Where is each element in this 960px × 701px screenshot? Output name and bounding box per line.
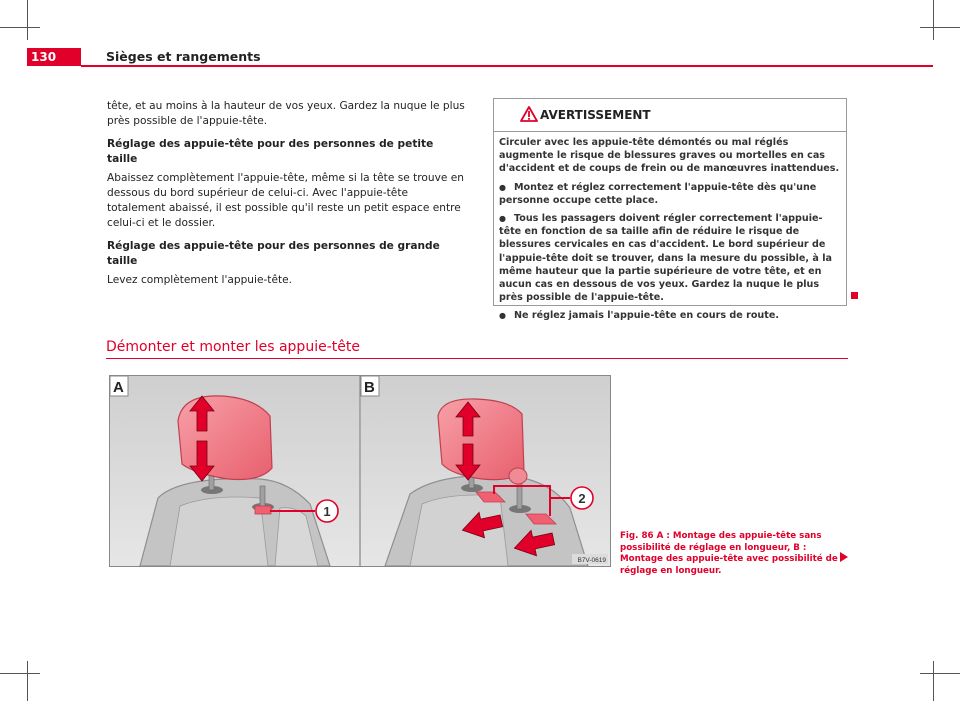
bullet-icon: ● xyxy=(499,214,506,224)
warning-bullet: ● Ne réglez jamais l'appuie-tête en cours de route. xyxy=(499,310,779,322)
paragraph-tall-persons: Levez complètement l'appuie-tête. xyxy=(107,274,293,286)
warning-title: AVERTISSEMENT xyxy=(540,108,651,122)
callout-1: 1 xyxy=(323,504,331,519)
figure-headrest-illustration xyxy=(109,375,611,567)
warning-bullet: ● Tous les passagers doivent régler correctement l'appuie-tête en fonction de sa taille afin de réduire le risque de blessures cervicales en cas d'accident. Le bord supérieur de l'appuie-tête doit se trouver, dans la mesure du possible, à la même hauteur que la partie supérieure de votre tête, et en aucun cas en dessous de vos yeux. Gardez la nuque le plus près possible de l'appuie-tête. xyxy=(499,213,832,304)
paragraph-small-persons: Abaissez complètement l'appuie-tête, même si la tête se trouve en dessous du bord supérieur de celui-ci. Avec l'appuie-tête totalement abaissé, il est possible qu'il reste un petit espace entre celui-ci et le dossier. xyxy=(107,172,464,229)
subheading-small-persons: Réglage des appuie-tête pour des personnes de petite taille xyxy=(107,138,434,165)
bullet-icon: ● xyxy=(499,182,506,192)
figure-illustration xyxy=(110,376,610,566)
crop-mark xyxy=(0,27,40,28)
image-code: B7V-0619 xyxy=(577,557,606,564)
warning-header xyxy=(494,99,846,132)
intro-paragraph: tête, et au moins à la hauteur de vos yeux. Gardez la nuque le plus près possible de l'appuie-tête. xyxy=(107,100,465,127)
running-title: Sièges et rangements xyxy=(106,49,261,64)
left-column xyxy=(107,99,467,296)
crop-mark xyxy=(920,27,960,28)
panel-b-label: B xyxy=(364,379,375,396)
continue-arrow-icon xyxy=(840,552,848,562)
callout-2: 2 xyxy=(578,491,586,506)
page-number: 130 xyxy=(27,48,81,66)
warning-body xyxy=(494,132,846,323)
crop-mark xyxy=(933,0,934,40)
section-rule xyxy=(106,358,848,359)
crop-mark xyxy=(933,661,934,701)
crop-mark xyxy=(0,673,40,674)
bullet-icon: ● xyxy=(499,311,506,321)
header-rule xyxy=(81,65,933,67)
section-end-marker xyxy=(851,292,858,299)
crop-mark xyxy=(27,0,28,40)
section-title: Démonter et monter les appuie-tête xyxy=(106,339,360,355)
warning-box xyxy=(493,98,847,322)
crop-mark xyxy=(920,673,960,674)
warning-bullet: ● Montez et réglez correctement l'appuie-tête dès qu'une personne occupe cette place. xyxy=(499,181,817,206)
warning-triangle-icon xyxy=(520,106,538,122)
subheading-tall-persons: Réglage des appuie-tête pour des personnes de grande taille xyxy=(107,240,440,267)
warning-intro: Circuler avec les appuie-tête démontés ou mal réglés augmente le risque de blessures graves ou mortelles en cas d'accident et de coups de frein ou de manœuvres inattendues. xyxy=(499,137,840,175)
crop-mark xyxy=(27,661,28,701)
figure-caption: Fig. 86 A : Montage des appuie-tête sans possibilité de réglage en longueur, B : Montage des appuie-tête avec possibilité de réglage en longueur. xyxy=(620,531,838,576)
panel-a-label: A xyxy=(113,379,124,396)
